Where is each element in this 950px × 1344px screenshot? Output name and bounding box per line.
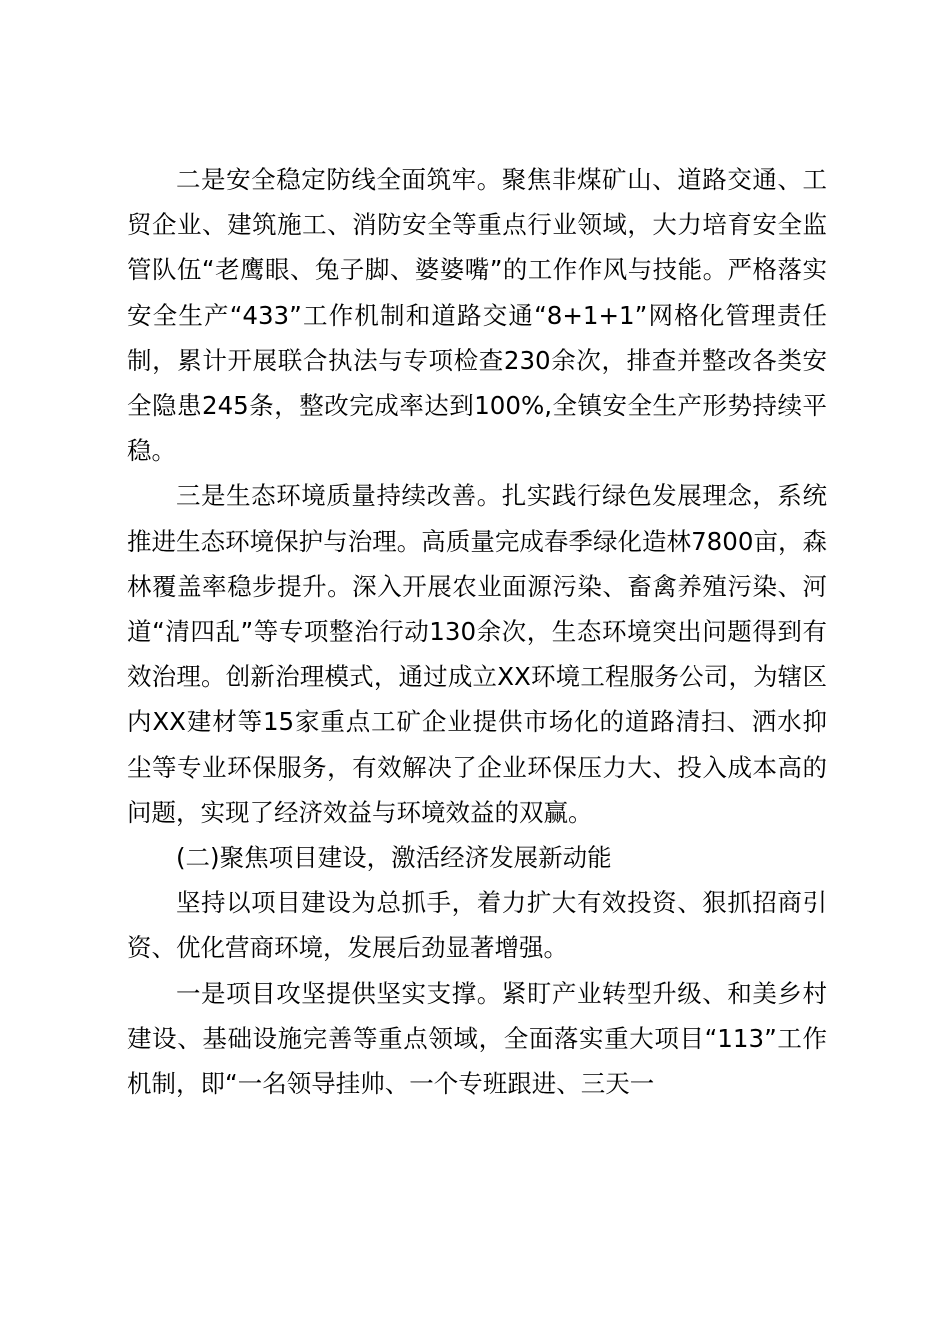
document-body (127, 157, 827, 1106)
section-heading-projects: (二)聚焦项目建设，激活经济发展新动能 (176, 843, 612, 873)
paragraph-projects-intro: 坚持以项目建设为总抓手，着力扩大有效投资、狠抓招商引资、优化营商环境，发展后劲显著增强。 (127, 888, 827, 963)
paragraph-project-support: 一是项目攻坚提供坚实支撑。紧盯产业转型升级、和美乡村建设、基础设施完善等重点领域，全面落实重大项目“113”工作机制，即“一名领导挂帅、一个专班跟进、三天一 (127, 978, 827, 1099)
paragraph-ecology: 三是生态环境质量持续改善。扎实践行绿色发展理念，系统推进生态环境保护与治理。高质量完成春季绿化造林7800亩，森林覆盖率稳步提升。深入开展农业面源污染、畜禽养殖污染、河道“清四乱”等专项整治行动130余次，生态环境突出问题得到有效治理。创新治理模式，通过成立XX环境工程服务公司，为辖区内XX建材等15家重点工矿企业提供市场化的道路清扫、洒水抑尘等专业环保服务，有效解决了企业环保压力大、投入成本高的问题，实现了经济效益与环境效益的双赢。 (127, 481, 827, 827)
paragraph-safety: 二是安全稳定防线全面筑牢。聚焦非煤矿山、道路交通、工贸企业、建筑施工、消防安全等重点行业领域，大力培育安全监管队伍“老鹰眼、兔子脚、婆婆嘴”的工作作风与技能。严格落实安全生产“433”工作机制和道路交通“8+1+1”网格化管理责任制，累计开展联合执法与专项检查230余次，排查并整改各类安全隐患245条，整改完成率达到100%,全镇安全生产形势持续平稳。 (127, 165, 827, 466)
